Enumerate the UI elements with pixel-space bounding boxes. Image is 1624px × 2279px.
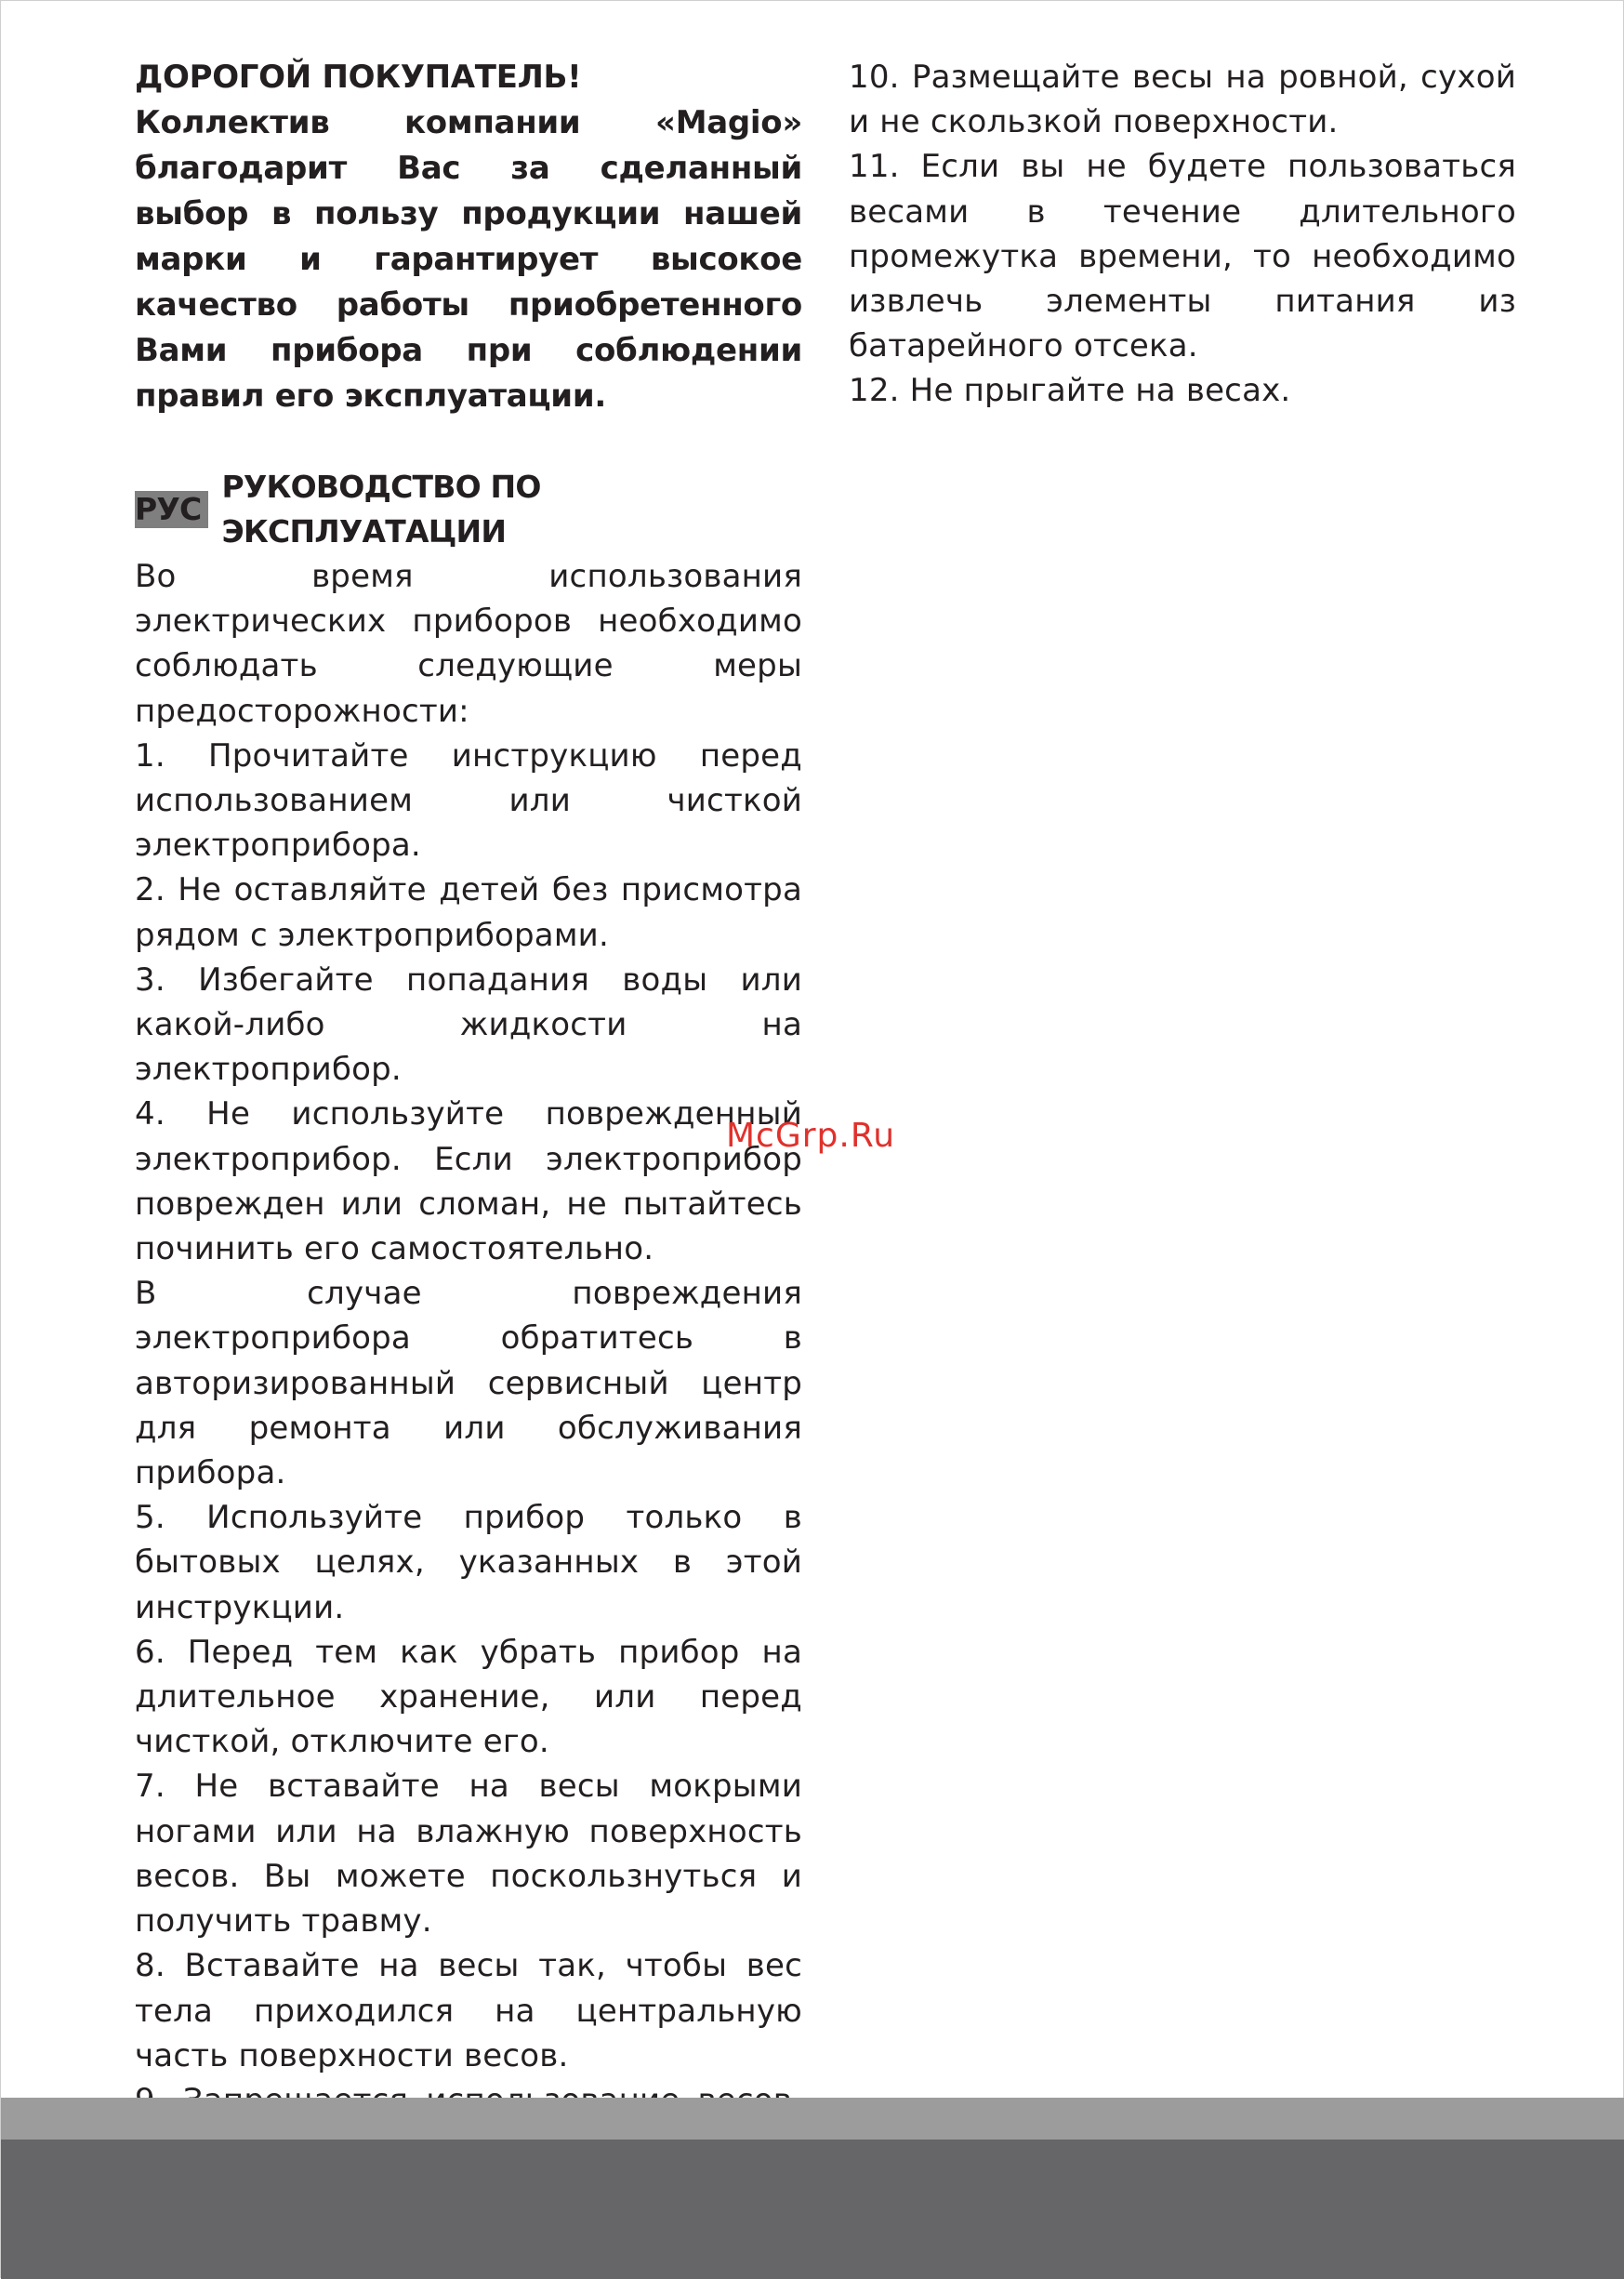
instruction-item-7: 7. Не вставайте на весы мокрыми ногами или на влажную поверхность весов. Вы можете поскользнуться и получить травму. xyxy=(135,1768,802,1941)
safety-instructions-left xyxy=(135,554,802,2258)
right-column xyxy=(849,55,1516,414)
footer-band-dark xyxy=(1,2140,1624,2279)
footer-band-light xyxy=(1,2098,1624,2140)
intro-paragraph: Во время использования электрических приборов необходимо соблюдать следующие меры предосторожности: xyxy=(135,558,802,730)
service-center-note: В случае повреждения электроприбора обратитесь в авторизированный сервисный центр для ремонта или обслуживания прибора. xyxy=(135,1275,802,1492)
instruction-item-10: 10. Размещайте весы на ровной, сухой и не скользкой поверхности. xyxy=(849,59,1516,141)
greeting-title: ДОРОГОЙ ПОКУПАТЕЛЬ! xyxy=(135,59,582,96)
language-badge: РУС xyxy=(135,491,208,528)
instruction-item-4: 4. Не используйте поврежденный электроприбор. Если электроприбор поврежден или сломан, не пытайтесь починить его самостоятельно. xyxy=(135,1095,802,1268)
instruction-item-3: 3. Избегайте попадания воды или какой-либо жидкости на электроприбор. xyxy=(135,961,802,1089)
section-header xyxy=(135,465,802,554)
greeting-block xyxy=(135,55,802,419)
safety-instructions-right xyxy=(849,55,1516,414)
left-column xyxy=(135,55,802,2258)
instruction-item-8: 8. Вставайте на весы так, чтобы вес тела приходился на центральную часть поверхности весов. xyxy=(135,1947,802,2074)
instruction-item-6: 6. Перед тем как убрать прибор на длительное хранение, или перед чисткой, отключите его. xyxy=(135,1633,802,1761)
section-title: РУКОВОДСТВО ПО ЭКСПЛУАТАЦИИ xyxy=(221,469,541,550)
instruction-item-1: 1. Прочитайте инструкцию перед использованием или чисткой электроприбора. xyxy=(135,736,802,865)
instruction-item-11: 11. Если вы не будете пользоваться весами в течение длительного промежутка времени, то необходимо извлечь элементы питания из батарейного отсека. xyxy=(849,148,1516,365)
instruction-item-5: 5. Используйте прибор только в бытовых целях, указанных в этой инструкции. xyxy=(135,1499,802,1626)
instruction-item-2: 2. Не оставляйте детей без присмотра рядом с электроприборами. xyxy=(135,871,802,954)
watermark-logo: McGrp.Ru xyxy=(726,1117,896,1155)
instruction-item-12: 12. Не прыгайте на весах. xyxy=(849,372,1291,410)
greeting-text: Коллектив компании «Magio» благодарит Вас за сделанный выбор в пользу продукции нашей марки и гарантирует высокое качество работы приобретенного Вами прибора при соблюдении правил его эксплуатации. xyxy=(135,104,802,415)
